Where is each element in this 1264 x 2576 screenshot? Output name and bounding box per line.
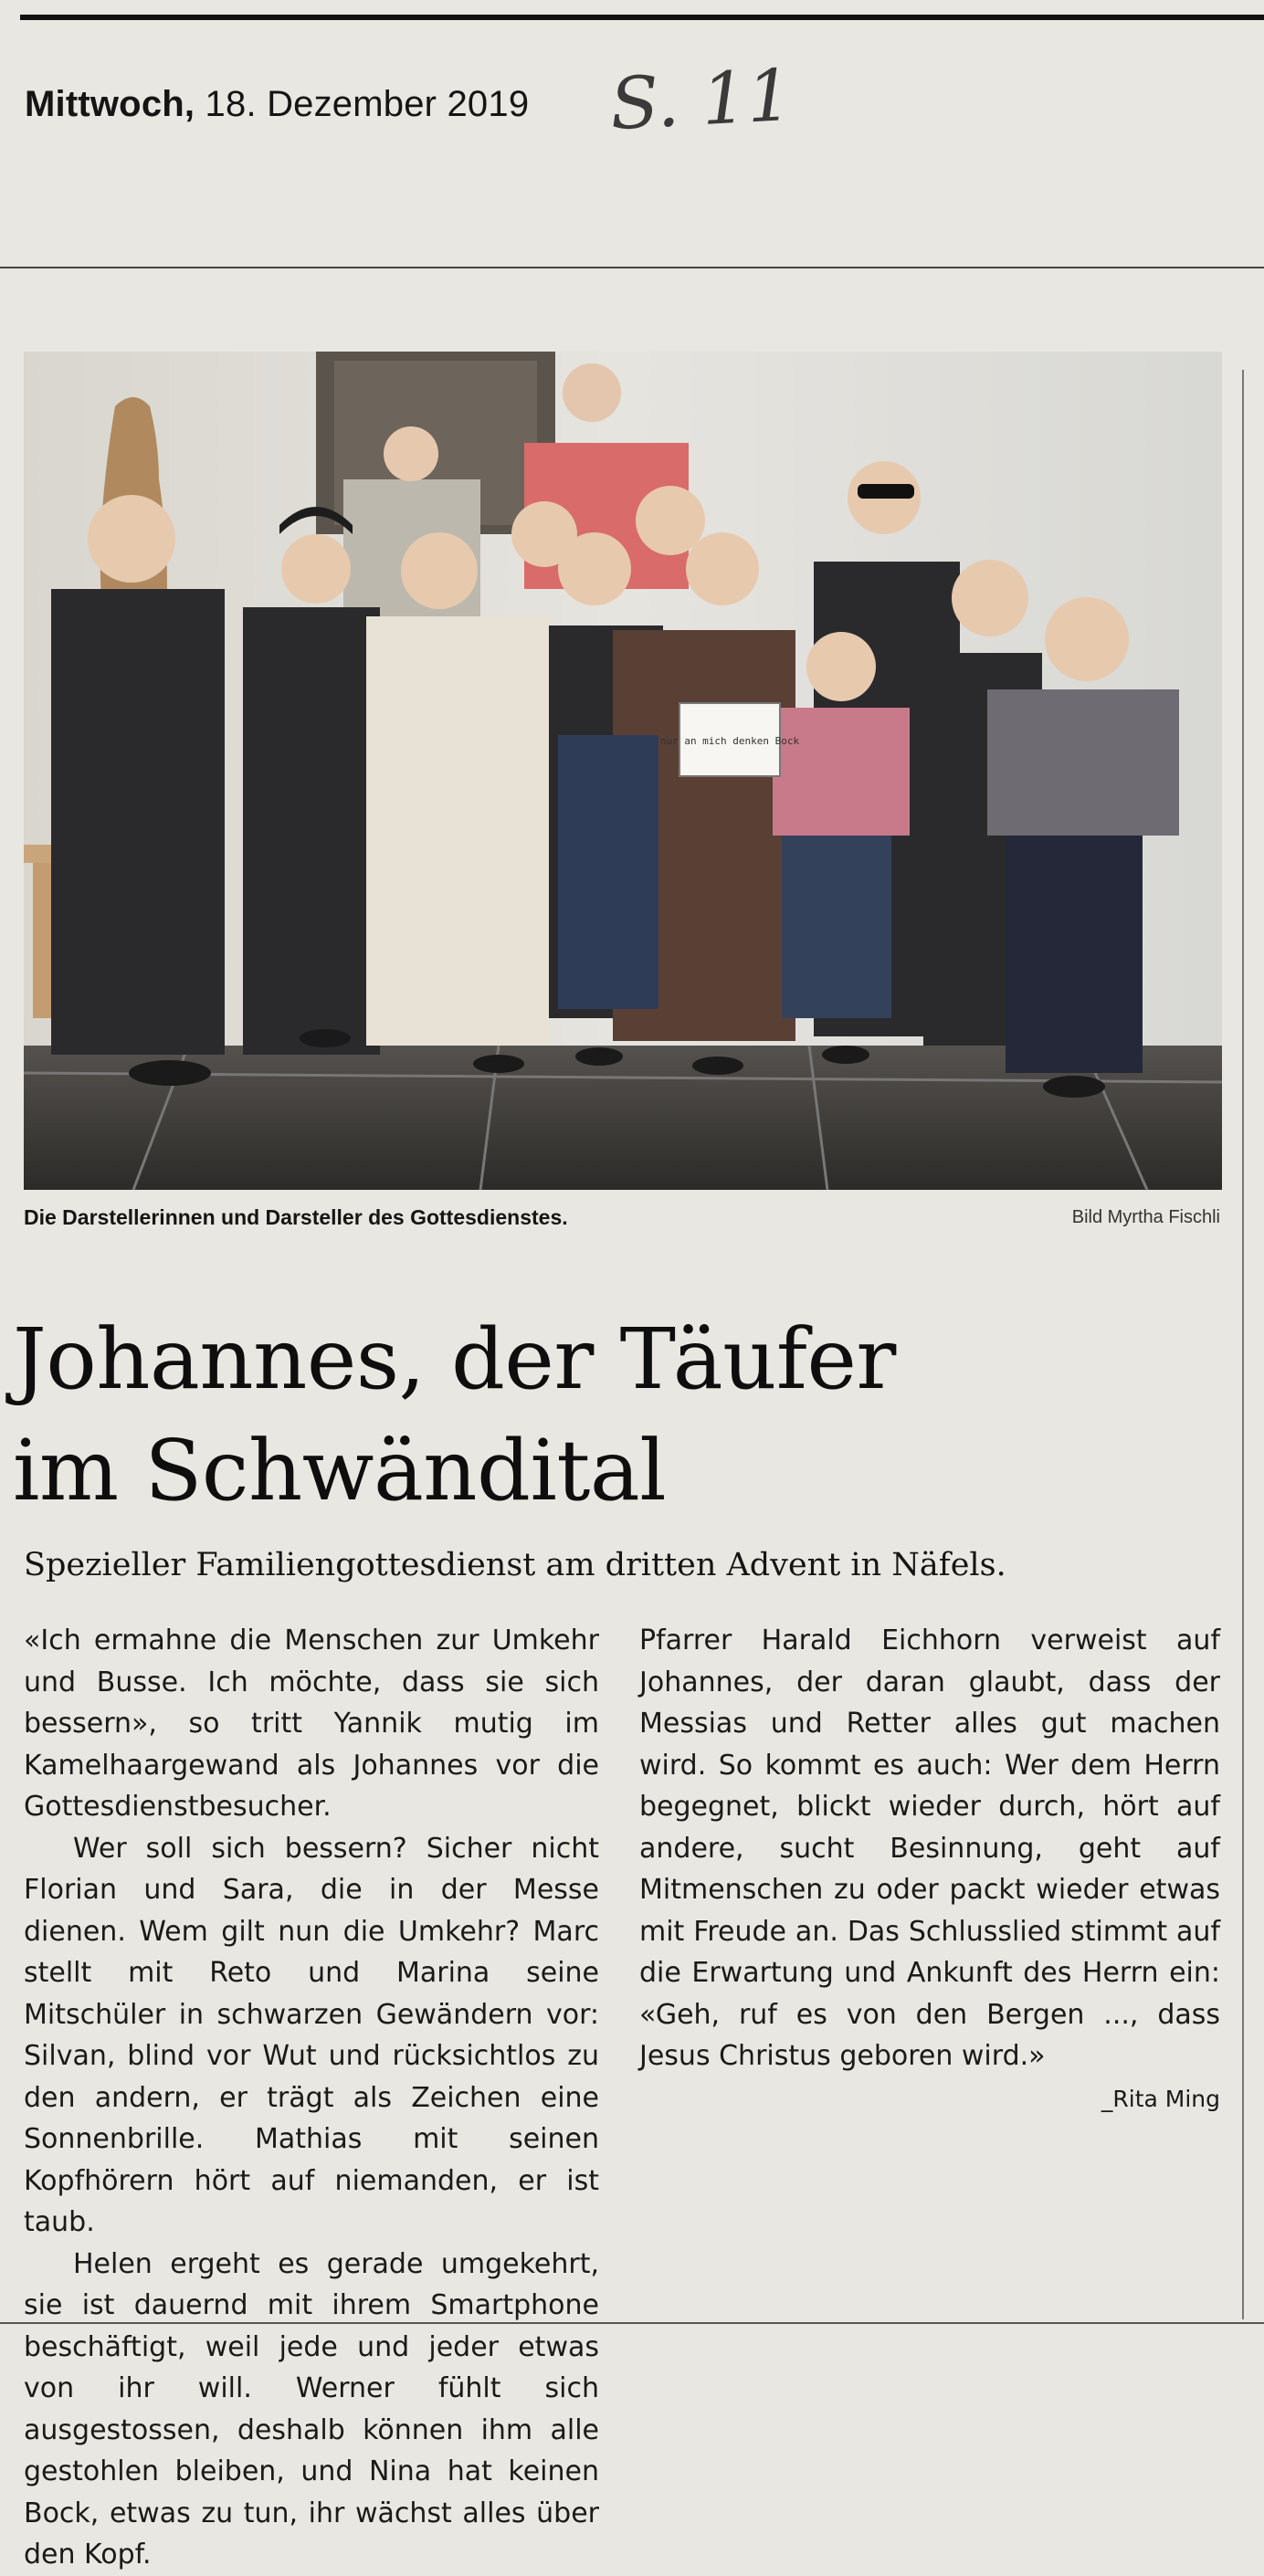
dateline (25, 80, 529, 128)
section-rule (0, 267, 1264, 268)
article-column-left (24, 1620, 599, 2571)
handwritten-page-note: S. 11 (607, 54, 795, 147)
photo-sign-text: nur an mich denken Bock (659, 735, 800, 747)
article-byline: _Rita Ming (1101, 2085, 1220, 2112)
article-headline (13, 1304, 1200, 1527)
bottom-rule (0, 2322, 1264, 2324)
article-paragraph-3: Helen ergeht es gerade umgekehrt, sie ist dauernd mit ihrem Smartphone beschäftigt, weil jede und jeder etwas von ihr will. Werner fühlt sich ausgestossen, deshalb können ihm alle gestohlen bleiben, und Nina hat keinen Bock, etwas zu tun, ihr wächst alles über den Kopf. (24, 2247, 599, 2571)
article-paragraph-1: «Ich ermahne die Menschen zur Umkehr und Busse. Ich möchte, dass sie sich bessern», so tritt Yannik mutig im Kamelhaargewand als Johannes vor die Gottesdienstbesucher. (24, 1624, 599, 1823)
group-photo (24, 352, 1222, 1190)
article-paragraph-4: Pfarrer Harald Eichhorn verweist auf Johannes, der daran glaubt, dass der Messias und Retter alles gut machen wird. So kommt es auch: Wer dem Herrn begegnet, blickt wieder durch, hört auf andere, sucht Besinnung, geht auf Mitmenschen zu oder packt wieder etwas mit Freude an. Das Schlusslied stimmt auf die Erwartung und Ankunft des Herrn ein: «Geh, ruf es von den Bergen ..., dass Jesus Christus geboren wird.» (639, 1624, 1220, 2072)
weekday: Mittwoch, (25, 84, 195, 124)
photo-credit: Bild Myrtha Fischli (1071, 1207, 1220, 1227)
photo-caption: Die Darstellerinnen und Darsteller des Gottesdienstes. (24, 1205, 568, 1229)
article-paragraph-2: Wer soll sich bessern? Sicher nicht Florian und Sara, die in der Messe dienen. Wem gilt nun die Umkehr? Marc stellt mit Reto und Marina seine Mitschüler in schwarzen Gewändern vor: Silvan, blind vor Wut und rücksichtlos zu den andern, er trägt als Zeichen eine Sonnenbrille. Mathias mit seinen Kopfhörern hört auf niemanden, er ist taub. (24, 1832, 599, 2238)
headline-line-1: Johannes, der Täufer (13, 1310, 896, 1408)
column-rule (1242, 370, 1244, 2319)
top-rule (20, 15, 1264, 20)
article-subheadline: Spezieller Familiengottesdienst am dritten Advent in Näfels. (24, 1547, 1006, 1583)
byline-row (639, 2077, 1220, 2120)
article-column-right (639, 1620, 1220, 2119)
headline-line-2: im Schwändital (13, 1422, 667, 1519)
date: 18. Dezember 2019 (205, 84, 530, 124)
